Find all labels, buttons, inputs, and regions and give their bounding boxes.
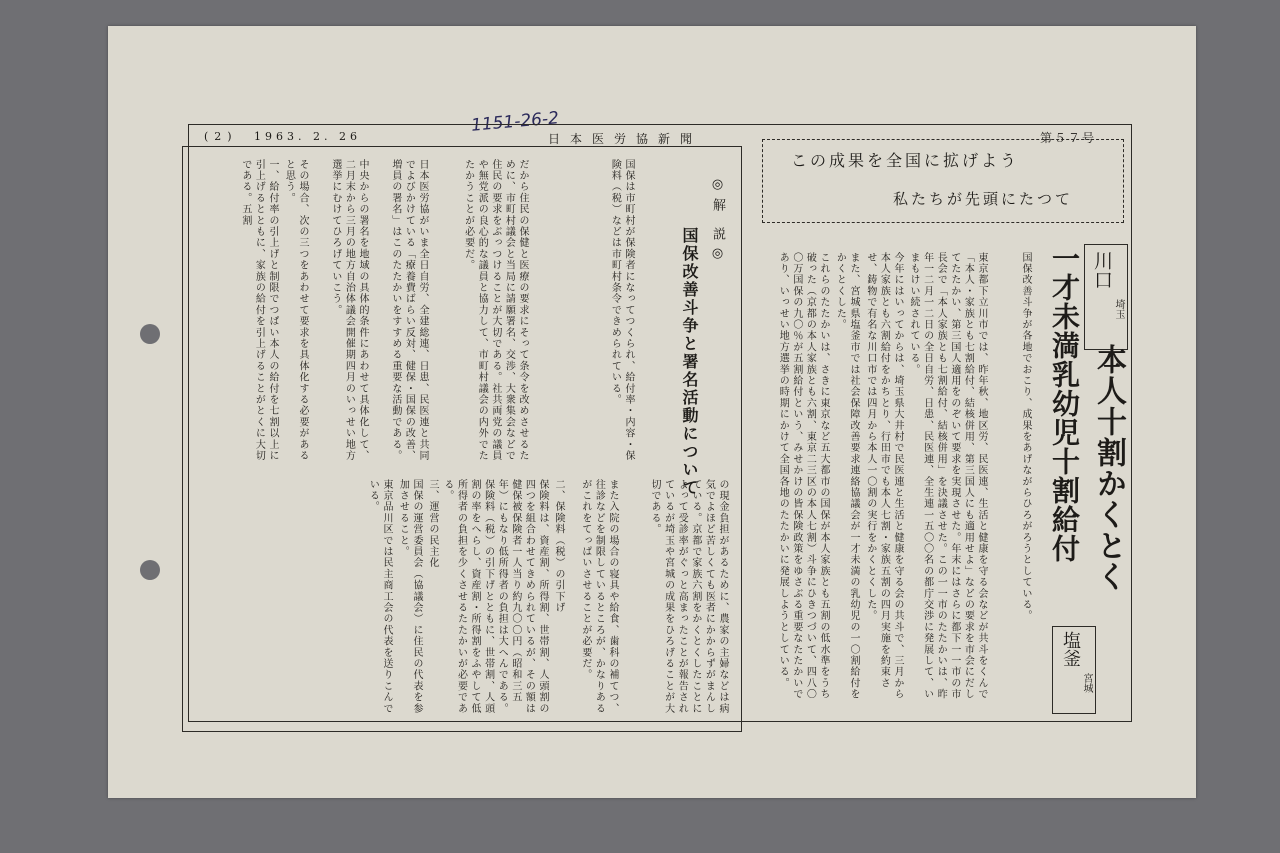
location-tag-kawaguchi: 川口 埼玉	[1084, 244, 1128, 350]
article-paragraph: これらのたたかいは、さきに東京など五大都市の国保が本人家族とも五割の低水準をうち破った（京都の本人家族とも六割、東京二三区の本人七割）斗争にひきつづいて、四八〇〇万国保の九〇％が五割給付という、みせかけの皆保険政策をゆさぶる重要なたたかいであり、いっせい地方選挙の時期にかけて全国各地のたたかいに発展しようとしている。	[777, 252, 829, 700]
article-paragraph: また、宮城県塩釜市では社会保障改善要求連絡協議会が一才未満の乳幼児の一〇割給付をかくとくした。	[834, 252, 859, 700]
explainer-paragraph: また入院の場合の寝具や給食、歯科の補てつ、往診などを制限しているところが、かなりあるがこれをてっぱいさせることが必要だ。	[579, 479, 618, 715]
article-paragraph: 東京都下立川市では、昨年秋、地区労、民医連、生活と健康を守る会などが共斗をくんで「本人・家族とも七割給付、結核併用、第三国人にも適用せよ」などの要求を市会にだしてたたかい、第三国人適用をのぞいて要求を実現させた。年末にはさらに都下一一市の市長会で「本人家族とも七割給付、結核併用」を決議させた。この一一市のたたかいは、昨年一二月一二日の全日自労、日患、民医連、全生連一五〇〇名の都庁交渉に発展して、いまもけい続されている。	[908, 252, 987, 700]
banner-title: この成果を全国に拡げよう	[791, 151, 1020, 170]
newspaper-page	[108, 26, 1196, 798]
issue-date: 1963. 2. 26	[254, 130, 361, 143]
punch-hole-top	[140, 324, 160, 344]
article-paragraph: 今年にはいってからは、埼玉県大井村で民医連と生活と健康を守る会の共斗で、三月から本人家族とも六割給付をかちとり、行田市でも本人七割・家族五割の四月実施を約束させ、鋳物で有名な川口市では四月から本人一〇割の実行をかくとくした。	[864, 252, 903, 700]
explainer-paragraph: だから住民の保健と医療の要求にそって条令を改めさせるために、市町村議会と当局に請願署名、交渉、大衆集会などで住民の要求をぶっつけることが大切である。社共両党の議員や無党派の良心的な議員と協力して、市町村議会の内外でたたかうことが必要だ。	[462, 159, 528, 462]
explainer-subheading: 三、運営の民主化	[427, 479, 438, 569]
issue-number: 第５７号	[1040, 131, 1097, 145]
explainer-paragraph: 国保は市町村が保険者になってつくられ、給付率・内容・保険料（税）などは市町村条令できめられている。	[609, 159, 634, 462]
headline-main: 本人十割かくとく	[1091, 344, 1126, 592]
page-number: (2)	[204, 130, 238, 143]
article-paragraph: 国保改善斗争が各地でおこり、成果をあげながらひろがろうとしている。	[1020, 252, 1031, 622]
explainer-paragraph: 東京品川区では民主商工会の代表を送りこんでいる。	[367, 479, 392, 715]
explainer-paragraph: その場合、次の三つをあわせて要求を具体化する必要があると思う。	[283, 159, 308, 462]
explainer-section	[182, 146, 742, 732]
explainer-paragraph: 保険料は、資産割、所得割、世帯割、人頭割の四つを組合わせてきめられているが、その額は健保被保険者一人当り約九〇〇円（昭和三五年）にもなり低所得者の負担は大へんである。保険料（税）の引下げとともに、世帯割、人頭割の率をへらし、資産割・所得割をふやして低所得者の負担を少くさせるたたかいが必要である。	[441, 479, 548, 715]
explainer-paragraph: 一、給付率の引上げと制限でつぱい本人の給付を七割以上に引上げるとともに、家族の給付を引上げることがとくに大切である。五割	[239, 159, 278, 462]
explainer-paragraph: 中央からの署名を地域の具体的条件にあわせて具体化して、二月末から三月の地方自治体議会開催期四月のいっせい地方選挙にむけてひろげていこう。	[329, 159, 368, 462]
explainer-title: 国保改善斗争と署名活動について	[680, 227, 699, 497]
handwritten-note: 1151-26-2	[470, 108, 560, 136]
banner-subtitle: 私たちが先頭にたつて	[893, 190, 1074, 208]
headline-banner	[762, 139, 1124, 223]
explainer-label: ◎解 説◎	[710, 177, 725, 268]
explainer-subheading: 二、保険料（税）の引下げ	[553, 479, 564, 614]
location-tag-shiogama: 塩釜 宮城	[1052, 626, 1096, 714]
headline-sub: 一才未満乳幼児十割給付	[1048, 244, 1081, 563]
explainer-paragraph: の現金負担があるために、農家の主婦などは病気でよほど苦しくても医者にかからずがまんしている。京都で家族六割をかくとくしたことによって受診率がぐっと高まったことが報告されているが埼玉や宮城の成果をひろげることが大切である。	[649, 479, 728, 715]
punch-hole-bottom	[140, 560, 160, 580]
explainer-paragraph: 国保の運営委員会（協議会）に住民の代表を参加させること。	[397, 479, 422, 715]
newspaper-name: 日本医労協新聞	[548, 132, 703, 146]
explainer-paragraph: 日本医労協がいま全日自労、全建総連、日患、民医連と共同でよびかけている「療養費ばらい反対、健保・国保の改善、増員の署名」はこのたたかいをすすめる重要な活動である。	[389, 159, 428, 462]
